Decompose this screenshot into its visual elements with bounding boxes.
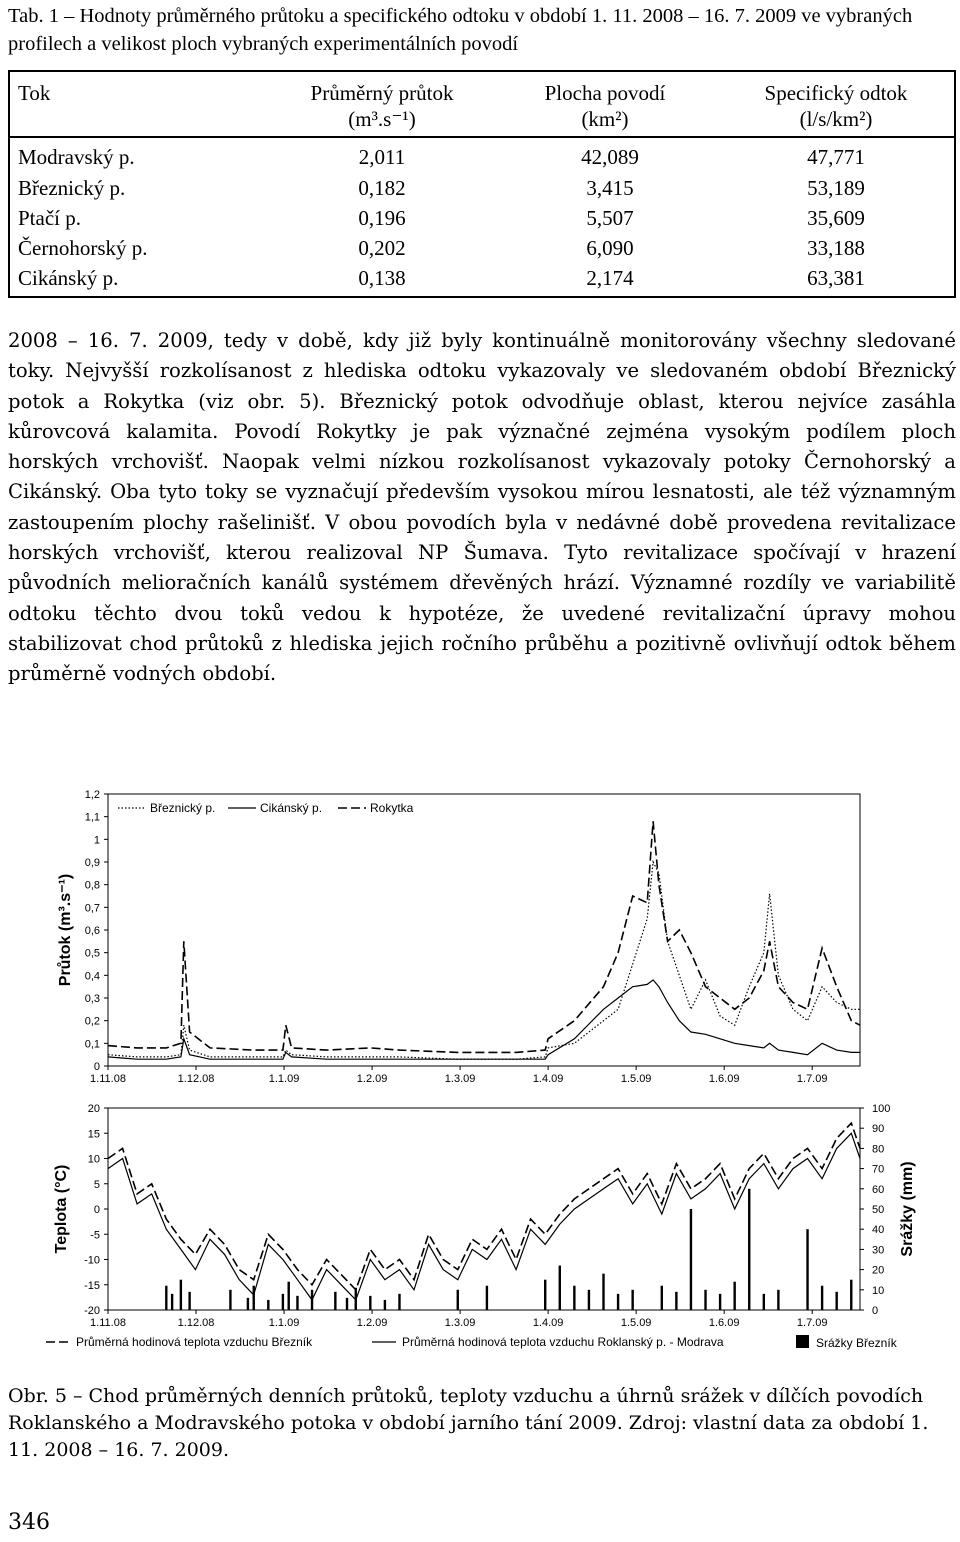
x-tick-label: 1.5.09	[620, 1073, 652, 1085]
y-tick-label: 0,1	[84, 1038, 100, 1051]
table-cell: 47,771	[807, 145, 865, 169]
precip-bar	[690, 1209, 692, 1310]
legend-label-2: Srážky Březník	[816, 1336, 897, 1350]
y-tick-label: 1	[93, 834, 100, 847]
y-tick-label: 0,9	[84, 857, 100, 869]
series-line-0	[108, 1123, 860, 1290]
precip-bar	[180, 1280, 182, 1310]
precip-bar	[719, 1294, 721, 1310]
table-caption: Tab. 1 – Hodnoty průměrného průtoku a specifického odtoku v období 1. 11. 2008 – 16. 7. 2009 ve vybraných profilech a velikost ploch vybraných experimentálních povodí	[8, 5, 913, 55]
precip-bar	[282, 1294, 284, 1310]
x-tick-label: 1.2.09	[356, 1317, 388, 1329]
temperature-precipitation-chart	[46, 1103, 916, 1350]
x-tick-label: 1.1.09	[268, 1073, 300, 1085]
y2-tick-label: 20	[872, 1264, 885, 1277]
precip-bar	[457, 1290, 459, 1310]
legend-label-0: Březnický p.	[150, 801, 216, 815]
y2-tick-label: 30	[872, 1244, 885, 1257]
precip-bar	[675, 1292, 677, 1310]
figure-caption: Obr. 5 – Chod průměrných denních průtoků, teploty vzduchu a úhrnů srážek v dílčích povodích Roklanského a Modravského potoka v období jarního tání 2009. Zdroj: vlastní data za období 1. 11. 2008 – 16. 7. 2009.	[8, 1385, 929, 1461]
precip-bar	[296, 1296, 298, 1310]
table-cell: Černohorský p.	[18, 236, 148, 260]
table-header-prutok-unit: (m³.s⁻¹)	[348, 107, 416, 131]
y-tick-label: -10	[84, 1254, 100, 1267]
page-number: 346	[8, 1510, 50, 1535]
table-cell: 2,174	[586, 266, 634, 290]
table-header-plocha-unit: (km²)	[581, 107, 629, 131]
precip-bar	[763, 1294, 765, 1310]
series-line-0	[108, 862, 860, 1059]
x-tick-label: 1.7.09	[796, 1317, 828, 1329]
precip-bar	[617, 1294, 619, 1310]
precip-bar	[704, 1290, 706, 1310]
table-header-odtok: Specifický odtok	[764, 81, 908, 105]
x-tick-label: 1.4.09	[532, 1317, 564, 1329]
plot-frame	[108, 794, 860, 1066]
precip-bar	[311, 1290, 313, 1310]
legend-swatch-2	[796, 1335, 809, 1348]
y2-tick-label: 40	[872, 1224, 885, 1237]
y2-tick-label: 80	[872, 1143, 885, 1156]
precip-bar	[346, 1298, 348, 1310]
y2-axis-label: Srážky (mm)	[899, 1161, 916, 1257]
legend-label-1: Cikánský p.	[260, 801, 323, 815]
figure-svg	[0, 770, 960, 1370]
precip-bar	[733, 1282, 735, 1310]
precip-bar	[229, 1290, 231, 1310]
x-tick-label: 1.5.09	[620, 1317, 652, 1329]
table-cell: Cikánský p.	[18, 266, 119, 290]
table-cell: 0,138	[358, 266, 406, 290]
table-cell: 35,609	[807, 206, 865, 230]
y-tick-label: 10	[87, 1153, 100, 1166]
precip-bar	[384, 1300, 386, 1310]
precip-bar	[253, 1286, 255, 1310]
precip-bar	[355, 1288, 357, 1310]
series-line-1	[108, 1133, 860, 1300]
precip-bar	[188, 1292, 190, 1310]
x-tick-label: 1.6.09	[708, 1317, 740, 1329]
table-cell: 5,507	[586, 206, 634, 230]
precip-bar	[398, 1294, 400, 1310]
y-tick-label: 5	[93, 1178, 100, 1191]
figure-5	[0, 770, 960, 1374]
y2-tick-label: 50	[872, 1204, 885, 1216]
y2-tick-label: 0	[872, 1305, 879, 1317]
y-axis-label: Teplota (°C)	[53, 1164, 70, 1254]
precip-bar	[247, 1298, 249, 1310]
y2-tick-label: 70	[872, 1163, 885, 1176]
y-tick-label: 0,5	[84, 947, 100, 960]
table-cell: 63,381	[807, 266, 865, 290]
precip-bar	[165, 1286, 167, 1310]
x-tick-label: 1.6.09	[708, 1073, 740, 1085]
precip-bar	[777, 1290, 779, 1310]
precip-bar	[171, 1294, 173, 1310]
y-tick-label: 0	[93, 1204, 100, 1216]
precip-bar	[486, 1286, 488, 1310]
x-tick-label: 1.1.09	[268, 1317, 300, 1329]
precip-bar	[369, 1296, 371, 1310]
x-tick-label: 1.11.08	[90, 1073, 126, 1085]
x-tick-label: 1.3.09	[444, 1317, 476, 1329]
y2-tick-label: 60	[872, 1183, 885, 1196]
y-tick-label: 0,3	[84, 993, 100, 1005]
table-cell: Ptačí p.	[18, 206, 81, 230]
y-tick-label: -20	[84, 1305, 100, 1317]
table-cell: 0,182	[358, 176, 406, 200]
precip-bar	[850, 1280, 852, 1310]
y-tick-label: 0,8	[84, 879, 100, 892]
precip-bar	[588, 1290, 590, 1310]
series-line-2	[108, 821, 860, 1052]
y-tick-label: 0,4	[84, 970, 100, 983]
precip-bar	[835, 1292, 837, 1310]
precip-bar	[631, 1290, 633, 1310]
y-tick-label: -5	[90, 1229, 100, 1242]
table-cell: Modravský p.	[18, 145, 135, 169]
legend-label-1: Průměrná hodinová teplota vzduchu Roklanský p. - Modrava	[402, 1335, 724, 1349]
precip-bar	[806, 1229, 808, 1310]
precip-bar	[573, 1286, 575, 1310]
legend-label-2: Rokytka	[370, 801, 414, 815]
data-table	[8, 70, 956, 298]
x-tick-label: 1.11.08	[90, 1317, 126, 1329]
precip-bar	[544, 1280, 546, 1310]
table-header-odtok-unit: (l/s/km²)	[799, 107, 873, 131]
table-cell: 0,196	[358, 206, 406, 230]
table-header-tok: Tok	[18, 81, 51, 105]
y-tick-label: -15	[84, 1279, 100, 1292]
y-tick-label: 0	[93, 1061, 100, 1073]
y-tick-label: 0,2	[84, 1015, 100, 1028]
precip-bar	[334, 1292, 336, 1310]
precip-bar	[748, 1189, 750, 1310]
x-tick-label: 1.7.09	[796, 1073, 828, 1085]
table-header-prutok: Průměrný průtok	[310, 81, 454, 105]
y-tick-label: 1,2	[84, 789, 100, 801]
table-cell: 53,189	[807, 176, 865, 200]
x-tick-label: 1.12.08	[177, 1073, 215, 1085]
legend-label-0: Průměrná hodinová teplota vzduchu Březník	[76, 1335, 313, 1349]
y-tick-label: 20	[87, 1103, 100, 1115]
precip-bar	[559, 1266, 561, 1310]
y-tick-label: 1,1	[84, 811, 100, 824]
table-header-divider	[10, 136, 954, 138]
precip-bar	[821, 1286, 823, 1310]
table-header-plocha: Plocha povodí	[544, 81, 666, 105]
table-cell: 2,011	[358, 145, 406, 169]
x-tick-label: 1.3.09	[444, 1073, 476, 1085]
x-tick-label: 1.12.08	[177, 1317, 215, 1329]
body-paragraph: 2008 – 16. 7. 2009, tedy v době, kdy již byly kontinuálně monitorovány všechny sledované toky. Nejvyšší rozkolísanost z hlediska odtoku vykazovaly ve sledovaném období Březnický potok a Rokytka (viz obr. 5). Březnický potok odvodňuje oblast, kterou nejvíce zasáhla kůrovcová kalamita. Povodí Rokytky je pak význačné zejména vysokým podílem ploch horských vrchovišť. Naopak velmi nízkou rozkolísanost vykazovaly potoky Černohorský a Cikánský. Oba tyto toky se vyznačují především vysokou mírou lesnatosti, ale též významným zastoupením plochy rašelinišť. V obou povodích byla v nedávné době provedena revitalizace horských vrchovišť, kterou realizoval NP Šumava. Tyto revitalizace spočívají v hrazení původních melioračních kanálů systémem dřevěných hrází. Významné rozdíly ve variabilitě odtoku těchto dvou toků vedou k hypotéze, že uvedené revitalizační úpravy mohou stabilizovat chod průtoků z hlediska jejich ročního průběhu a pozitivně ovlivňují odtok během průměrně vodných období.	[8, 329, 956, 686]
precip-bar	[288, 1282, 290, 1310]
x-tick-label: 1.2.09	[356, 1073, 388, 1085]
precip-bar	[602, 1274, 604, 1310]
y2-tick-label: 100	[872, 1103, 891, 1115]
y-tick-label: 15	[87, 1128, 100, 1141]
table-cell: 42,089	[581, 145, 639, 169]
table-cell: 6,090	[586, 236, 634, 260]
x-tick-label: 1.4.09	[532, 1073, 564, 1085]
precip-bar	[661, 1286, 663, 1310]
y2-tick-label: 10	[872, 1284, 885, 1297]
table-cell: 33,188	[807, 236, 865, 260]
table-cell: Březnický p.	[18, 176, 126, 200]
precip-bar	[267, 1300, 269, 1310]
y-tick-label: 0,6	[84, 925, 100, 937]
table-cell: 0,202	[358, 236, 406, 260]
plot-frame	[108, 1108, 860, 1310]
discharge-chart	[57, 789, 860, 1085]
table-cell: 3,415	[586, 176, 634, 200]
y2-tick-label: 90	[872, 1123, 885, 1136]
y-tick-label: 0,7	[84, 902, 100, 915]
y-axis-label: Průtok (m³.s⁻¹)	[57, 873, 74, 987]
